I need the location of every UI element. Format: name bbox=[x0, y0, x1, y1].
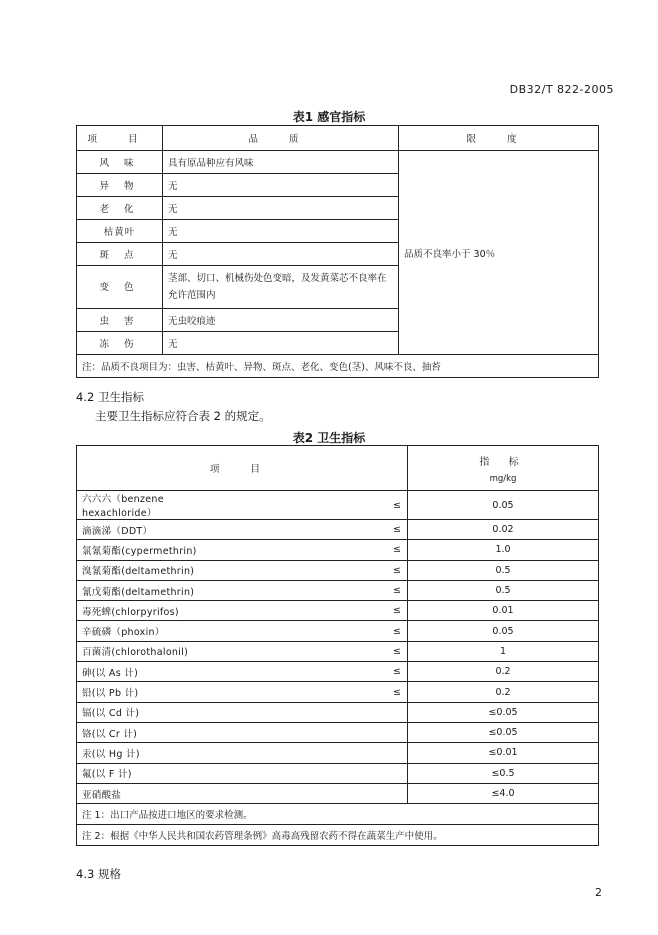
row-value: 0.02 bbox=[408, 520, 599, 540]
row-name: 汞(以 Hg 计) bbox=[77, 743, 243, 763]
table-header-row bbox=[77, 446, 599, 491]
row-symbol: ≤ bbox=[242, 662, 408, 682]
row-item: 变 色 bbox=[77, 266, 163, 309]
section-4-3-title: 4.3 规格 bbox=[76, 867, 121, 881]
row-symbol bbox=[242, 743, 408, 763]
row-symbol: ≤ bbox=[242, 621, 408, 641]
table-row bbox=[77, 151, 599, 174]
row-value: 0.01 bbox=[408, 601, 599, 621]
row-value: 0.2 bbox=[408, 682, 599, 702]
row-quality: 无 bbox=[163, 332, 399, 355]
row-value: ≤4.0 bbox=[408, 783, 599, 803]
row-name: 镉(以 Cd 计) bbox=[77, 702, 243, 722]
row-name: 亚硝酸盐 bbox=[77, 783, 243, 803]
row-item: 冻 伤 bbox=[77, 332, 163, 355]
table-row bbox=[77, 601, 599, 621]
row-value: ≤0.5 bbox=[408, 763, 599, 783]
page-number: 2 bbox=[595, 886, 602, 899]
row-item: 老 化 bbox=[77, 197, 163, 220]
row-symbol: ≤ bbox=[242, 560, 408, 580]
row-item: 枯黄叶 bbox=[77, 220, 163, 243]
row-value: 1 bbox=[408, 641, 599, 661]
row-name: 百菌清(chlorothalonil) bbox=[77, 641, 243, 661]
header-unit: mg/kg bbox=[489, 473, 517, 484]
row-quality: 无 bbox=[163, 174, 399, 197]
table-row bbox=[77, 520, 599, 540]
row-value: ≤0.05 bbox=[408, 702, 599, 722]
sensory-index-table bbox=[76, 125, 599, 378]
row-symbol: ≤ bbox=[242, 682, 408, 702]
table-row bbox=[77, 621, 599, 641]
document-code: DB32/T 822-2005 bbox=[509, 83, 614, 96]
table-row bbox=[77, 722, 599, 742]
row-symbol bbox=[242, 783, 408, 803]
row-name: 砷(以 As 计) bbox=[77, 662, 243, 682]
table1-note: 注：品质不良项目为：虫害、枯黄叶、异物、斑点、老化、变色(茎)、风味不良、抽苔 bbox=[77, 355, 599, 378]
row-name: 滴滴涕（DDT） bbox=[77, 520, 243, 540]
table-row bbox=[77, 540, 599, 560]
row-quality: 具有原品种应有风味 bbox=[163, 151, 399, 174]
row-symbol: ≤ bbox=[242, 580, 408, 600]
table-row bbox=[77, 662, 599, 682]
row-item: 风 味 bbox=[77, 151, 163, 174]
row-name: 氟(以 F 计) bbox=[77, 763, 243, 783]
table-note-row bbox=[77, 804, 599, 825]
row-name: 毒死蜱(chlorpyrifos) bbox=[77, 601, 243, 621]
row-quality: 无 bbox=[163, 197, 399, 220]
row-value: 0.5 bbox=[408, 580, 599, 600]
table2-caption: 表2 卫生指标 bbox=[292, 431, 366, 445]
table-row bbox=[77, 491, 599, 520]
row-value: 0.2 bbox=[408, 662, 599, 682]
row-item: 虫 害 bbox=[77, 309, 163, 332]
table-row bbox=[77, 763, 599, 783]
row-quality: 无 bbox=[163, 243, 399, 266]
row-value: 0.05 bbox=[408, 621, 599, 641]
row-symbol: ≤ bbox=[242, 520, 408, 540]
header-item: 项 目 bbox=[77, 126, 163, 151]
row-symbol: ≤ bbox=[242, 641, 408, 661]
table2-note-1: 注 1：出口产品按进口地区的要求检测。 bbox=[77, 804, 599, 825]
table-note-row bbox=[77, 355, 599, 378]
table-row bbox=[77, 641, 599, 661]
header-item: 项 目 bbox=[77, 446, 408, 491]
row-value: 1.0 bbox=[408, 540, 599, 560]
table-row bbox=[77, 702, 599, 722]
section-4-2-paragraph: 主要卫生指标应符合表 2 的规定。 bbox=[95, 409, 271, 423]
row-name: 六六六（benzene hexachloride） bbox=[77, 491, 243, 520]
limit-value: 品质不良率小于 30％ bbox=[399, 151, 599, 355]
table-note-row bbox=[77, 825, 599, 846]
row-symbol: ≤ bbox=[242, 491, 408, 520]
table-row bbox=[77, 743, 599, 763]
row-symbol bbox=[242, 702, 408, 722]
table-header-row bbox=[77, 126, 599, 151]
table1-caption: 表1 感官指标 bbox=[292, 110, 366, 124]
row-symbol: ≤ bbox=[242, 540, 408, 560]
row-name: 辛硫磷（phoxin） bbox=[77, 621, 243, 641]
table-row bbox=[77, 580, 599, 600]
row-name: 铬(以 Cr 计) bbox=[77, 722, 243, 742]
table2-note-2: 注 2：根据《中华人民共和国农药管理条例》高毒高残留农药不得在蔬菜生产中使用。 bbox=[77, 825, 599, 846]
table2-body bbox=[77, 491, 599, 804]
row-quality: 无虫咬痕迹 bbox=[163, 309, 399, 332]
header-quality: 品 质 bbox=[163, 126, 399, 151]
table-row bbox=[77, 682, 599, 702]
table-row bbox=[77, 560, 599, 580]
header-limit: 限 度 bbox=[399, 126, 599, 151]
header-index-label: 指 标 bbox=[479, 456, 527, 468]
row-value: ≤0.01 bbox=[408, 743, 599, 763]
row-symbol bbox=[242, 722, 408, 742]
section-4-2-title: 4.2 卫生指标 bbox=[76, 390, 144, 404]
row-name: 溴氰菊酯(deltamethrin) bbox=[77, 560, 243, 580]
header-index bbox=[408, 446, 599, 491]
hygiene-index-table bbox=[76, 445, 599, 846]
row-value: 0.05 bbox=[408, 491, 599, 520]
table-row bbox=[77, 783, 599, 803]
row-value: 0.5 bbox=[408, 560, 599, 580]
row-name: 氰戊菊酯(deltamethrin) bbox=[77, 580, 243, 600]
row-quality: 无 bbox=[163, 220, 399, 243]
row-symbol bbox=[242, 763, 408, 783]
row-symbol: ≤ bbox=[242, 601, 408, 621]
row-value: ≤0.05 bbox=[408, 722, 599, 742]
row-name: 氯氰菊酯(cypermethrin) bbox=[77, 540, 243, 560]
row-item: 斑 点 bbox=[77, 243, 163, 266]
row-item: 异 物 bbox=[77, 174, 163, 197]
row-name: 铅(以 Pb 计) bbox=[77, 682, 243, 702]
row-quality: 茎部、切口、机械伤处色变暗，及发黄菜芯不良率在允许范围内 bbox=[163, 266, 399, 309]
